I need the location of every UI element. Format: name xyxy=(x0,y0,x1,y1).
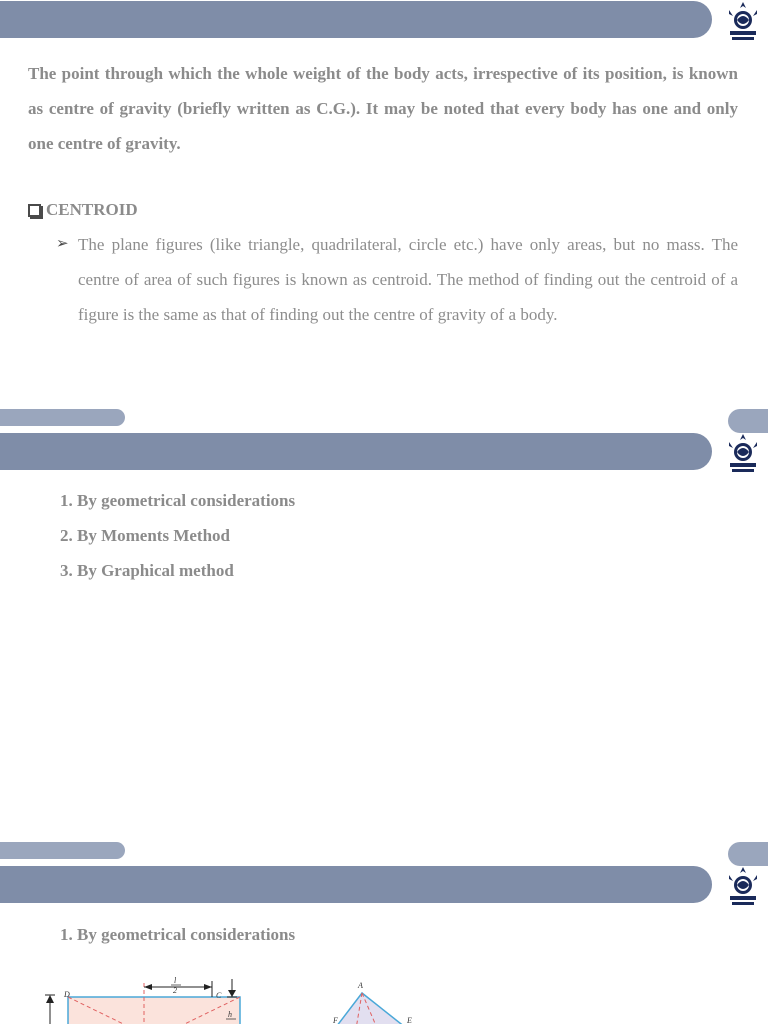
half-height-numerator: h xyxy=(228,1010,232,1019)
arrow-bullet-icon: ➢ xyxy=(56,236,69,252)
geometrical-considerations-heading: 1. By geometrical considerations xyxy=(60,925,296,944)
label-a: A xyxy=(358,981,363,990)
list-item: 3. By Graphical method xyxy=(60,561,234,580)
label-f: F xyxy=(333,1016,338,1024)
arrow-right-icon xyxy=(204,984,212,990)
slide3-header-bar xyxy=(0,866,712,903)
checkbox-bullet-icon xyxy=(28,204,41,217)
centroid-bullet-text: The plane figures (like triangle, quadrilateral, circle etc.) have only areas, but no mass. The centre of area of such figures is known as centroid. The method of finding out the centroid of a figure is the same as that of finding out the centre of gravity of a body. xyxy=(78,235,738,324)
arrow-up-icon xyxy=(46,995,54,1003)
institution-logo xyxy=(723,0,763,44)
label-d: D xyxy=(64,990,70,999)
institution-logo xyxy=(723,432,763,476)
centroid-bullet xyxy=(56,227,738,332)
half-length-numerator: l xyxy=(174,976,177,985)
label-e: E xyxy=(407,1016,412,1024)
slide2-corner-pill xyxy=(728,409,768,433)
slide1-footer-pill xyxy=(0,409,125,426)
list-item: 2. By Moments Method xyxy=(60,526,230,545)
triangle-centroid-figure xyxy=(325,975,425,1024)
slide2-header-bar xyxy=(0,433,712,470)
slide1-header-bar xyxy=(0,1,712,38)
rectangle-shape xyxy=(68,997,240,1024)
half-length-denominator: 2 xyxy=(173,986,177,995)
cg-definition-paragraph: The point through which the whole weight of the body acts, irrespective of its position, is known as centre of gravity (briefly written as C.G.). It may be noted that every body has one and only one centre of gravity. xyxy=(28,64,738,153)
list-item: 1. By geometrical considerations xyxy=(60,491,296,510)
centroid-heading xyxy=(28,200,138,220)
rectangle-centroid-figure xyxy=(40,975,250,1024)
centroid-heading-text: CENTROID xyxy=(46,200,138,219)
arrow-down-icon xyxy=(228,990,236,997)
arrow-left-icon xyxy=(144,984,152,990)
slide3-subheading xyxy=(60,917,295,952)
slide3-corner-pill xyxy=(728,842,768,866)
label-c: C xyxy=(216,991,222,1000)
centroid-methods-list xyxy=(60,483,295,588)
slide2-footer-pill xyxy=(0,842,125,859)
triangle-shape xyxy=(330,993,415,1024)
institution-logo xyxy=(723,865,763,909)
